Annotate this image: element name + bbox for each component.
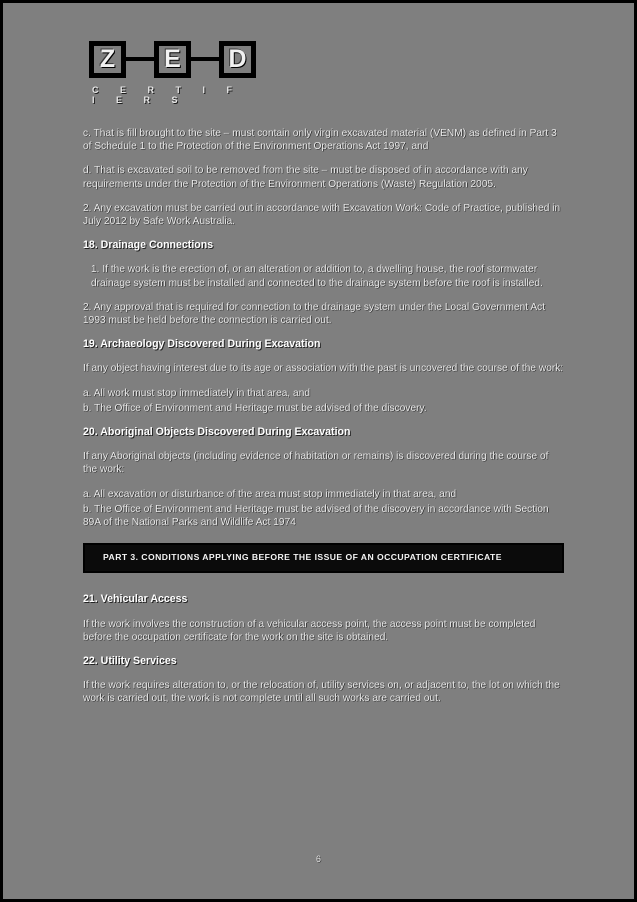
logo-letter-d: D [219,41,256,78]
body-paragraph: If any object having interest due to its age or association with the past is uncovered the course of the work: [83,363,564,375]
body-paragraph: b. The Office of Environment and Heritage must be advised of the discovery in accordance with Section 89A of the National Parks and Wildlife Act 1974 [83,503,549,529]
section-heading: 18. Drainage Connections [83,239,214,252]
body-paragraph: a. All work must stop immediately in that area, and [83,387,311,399]
body-paragraph: If the work requires alteration to, or the relocation of, utility services on, or adjacent to, the lot on which the work is carried out, the work is not complete until all such works are carried out. [83,680,560,705]
logo-letter-boxes [89,39,257,79]
section-heading: 19. Archaeology Discovered During Excavation [83,338,321,351]
body-paragraph: 2. Any excavation must be carried out in accordance with Excavation Work: Code of Practice, published in July 2012 by Safe Work Australia. [83,202,561,228]
body-paragraph: 2. Any approval that is required for connection to the drainage system under the Local Government Act 1993 must be held before the connection is carried out. [83,301,546,327]
body-paragraph: 1. If the work is the erection of, or an alteration or addition to, a dwelling house, the roof stormwater drainage system must be installed and connected to the drainage system before the roof is installed. [91,264,543,289]
part-section-banner [83,543,564,573]
logo-subtitle: C E R T I F I E R S [92,85,242,105]
section-heading: 20. Aboriginal Objects Discovered During Excavation [83,426,351,439]
logo-letter-z: Z [89,41,126,78]
document-body [83,127,564,706]
page-footer [3,849,634,867]
logo-letter-e: E [154,41,191,78]
zed-certifiers-logo [89,39,264,105]
section-heading: 21. Vehicular Access [83,593,188,606]
page-content [3,3,634,899]
body-paragraph: If the work involves the construction of a vehicular access point, the access point must be completed before the occupation certificate for the work on the site is obtained. [83,618,536,643]
body-paragraph: d. That is excavated soil to be removed from the site – must be disposed of in accordance with any requirements under the Protection of the Environment Operations (Waste) Regulation 2005. [83,165,528,190]
body-paragraph: If any Aboriginal objects (including evidence of habitation or remains) is discovered during the course of the work: [83,451,549,476]
part-section-banner-text: PART 3. CONDITIONS APPLYING BEFORE THE ISSUE OF AN OCCUPATION CERTIFICATE [103,552,502,563]
body-paragraph: b. The Office of Environment and Heritage must be advised of the discovery. [83,402,427,414]
body-paragraph: c. That is fill brought to the site – must contain only virgin excavated material (VENM) as defined in Part 3 of Schedule 1 to the Protection of the Environment Operations Act 1997, and [83,128,557,153]
page-number: 6 [315,854,321,864]
section-heading: 22. Utility Services [83,655,177,668]
body-paragraph: a. All excavation or disturbance of the area must stop immediately in that area, and [83,488,457,500]
